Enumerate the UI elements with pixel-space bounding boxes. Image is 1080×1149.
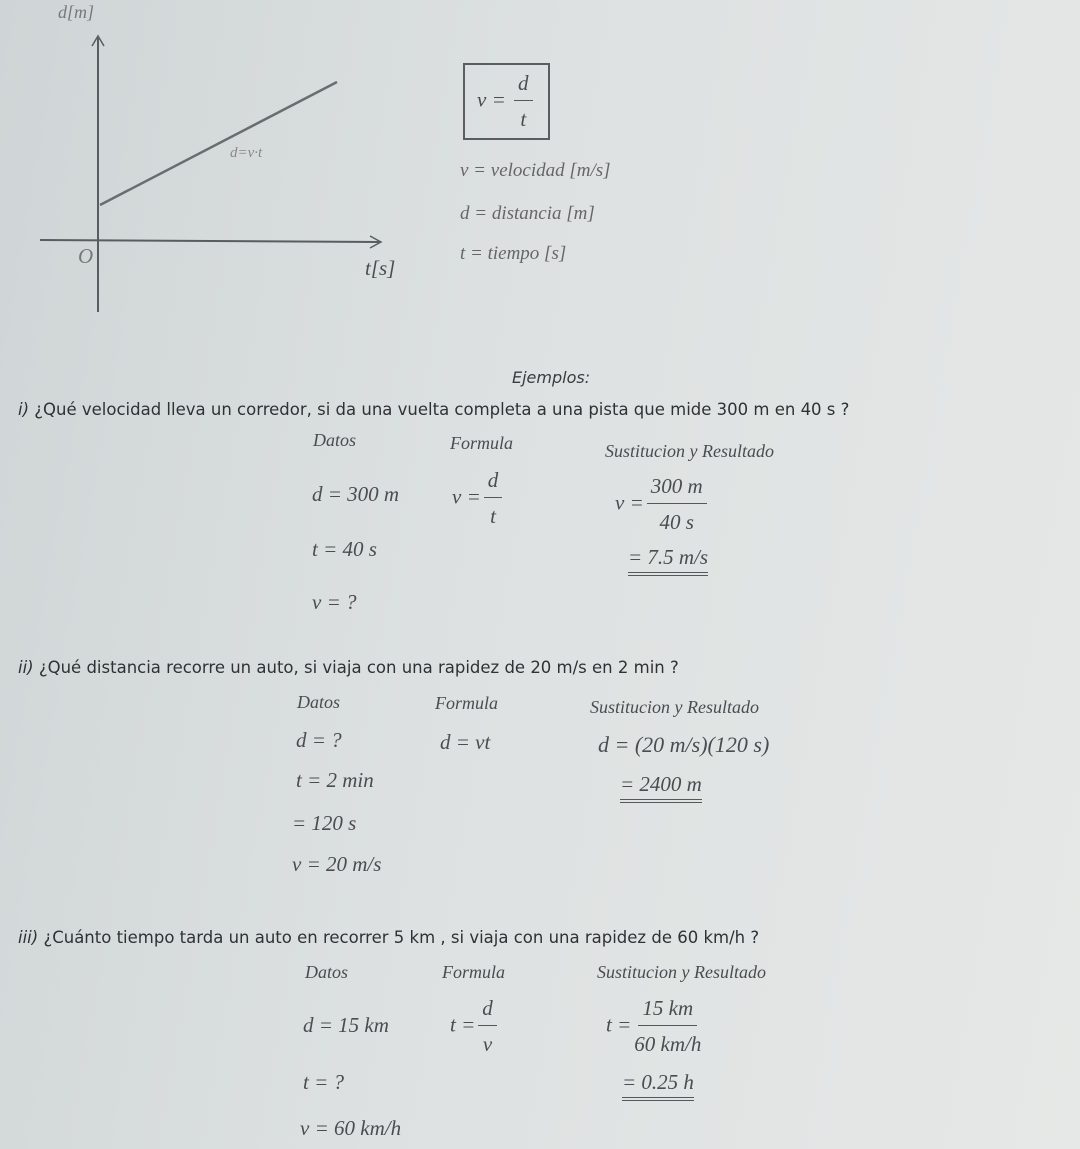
problem-2-formula: d = vt [440,730,491,754]
y-axis-label: d[m] [58,2,95,22]
velocity-formula-box [463,63,550,140]
problem-2-datos-header: Datos [297,692,341,712]
problem-3-result: = 0.25 h [622,1070,694,1101]
problem-2-question: ii) ¿Qué distancia recorre un auto, si viaja con una rapidez de 20 m/s en 2 min ? [18,658,679,677]
problem-1-formula: v = $\frac{d}{t}$ [452,468,505,529]
problem-1-result: = 7.5 m/s [628,545,708,576]
problem-3-question: iii) ¿Cuánto tiempo tarda un auto en recorrer 5 km , si viaja con una rapidez de 60 km/h ? [18,928,760,947]
origin-label: O [78,244,94,268]
problem-3-datum: t = ? [303,1070,345,1094]
distance-line [100,82,337,205]
problem-3-substitution: t = $\frac{15 km}{60 km/h}$ [606,996,702,1056]
problem-1-datum: t = 40 s [312,537,377,561]
problem-2-datum: t = 2 min [296,768,374,792]
problem-3-datum: d = 15 km [303,1013,389,1037]
problem-1-question: i) ¿Qué velocidad lleva un corredor, si da una vuelta completa a una pista que mide 300 m en 40 s ? [18,400,850,419]
problem-1-substitution: v = $\frac{300 m}{40 s}$ [615,474,710,535]
problem-2-datum: d = ? [296,728,342,752]
problem-1-datum: v = ? [312,590,357,614]
line-label: d=v·t [230,145,263,161]
problem-2-substitution: d = (20 m/s)(120 s) [598,732,770,757]
problem-2-datum: v = 20 m/s [292,852,382,876]
problem-1-substitution-header: Sustitucion y Resultado [605,441,774,461]
formula-numerator: d [514,71,533,101]
x-axis [40,240,380,242]
formula-denominator: t [520,107,527,131]
definition-distance: d = distancia [m] [460,203,595,224]
problem-1-formula-header: Formula [450,433,513,453]
problem-2-formula-header: Formula [435,693,498,713]
distance-time-graph [0,0,420,320]
problem-3-formula-header: Formula [442,962,505,982]
problem-2-result: = 2400 m [620,772,702,803]
problem-3-substitution-header: Sustitucion y Resultado [597,962,766,982]
examples-heading: Ejemplos: [512,368,591,387]
problem-3-datum: v = 60 km/h [300,1116,402,1140]
definition-time: t = tiempo [s] [460,243,567,264]
problem-1-datos-header: Datos [313,430,357,450]
problem-3-datos-header: Datos [305,962,349,982]
formula-lhs: v = [477,87,506,112]
x-axis-label: t[s] [365,256,396,280]
definition-velocity: v = velocidad [m/s] [460,160,611,181]
problem-1-datum: d = 300 m [312,482,400,506]
problem-2-datum: = 120 s [292,811,357,835]
problem-3-formula: t = $\frac{d}{v}$ [450,996,500,1057]
problem-2-substitution-header: Sustitucion y Resultado [590,697,759,717]
